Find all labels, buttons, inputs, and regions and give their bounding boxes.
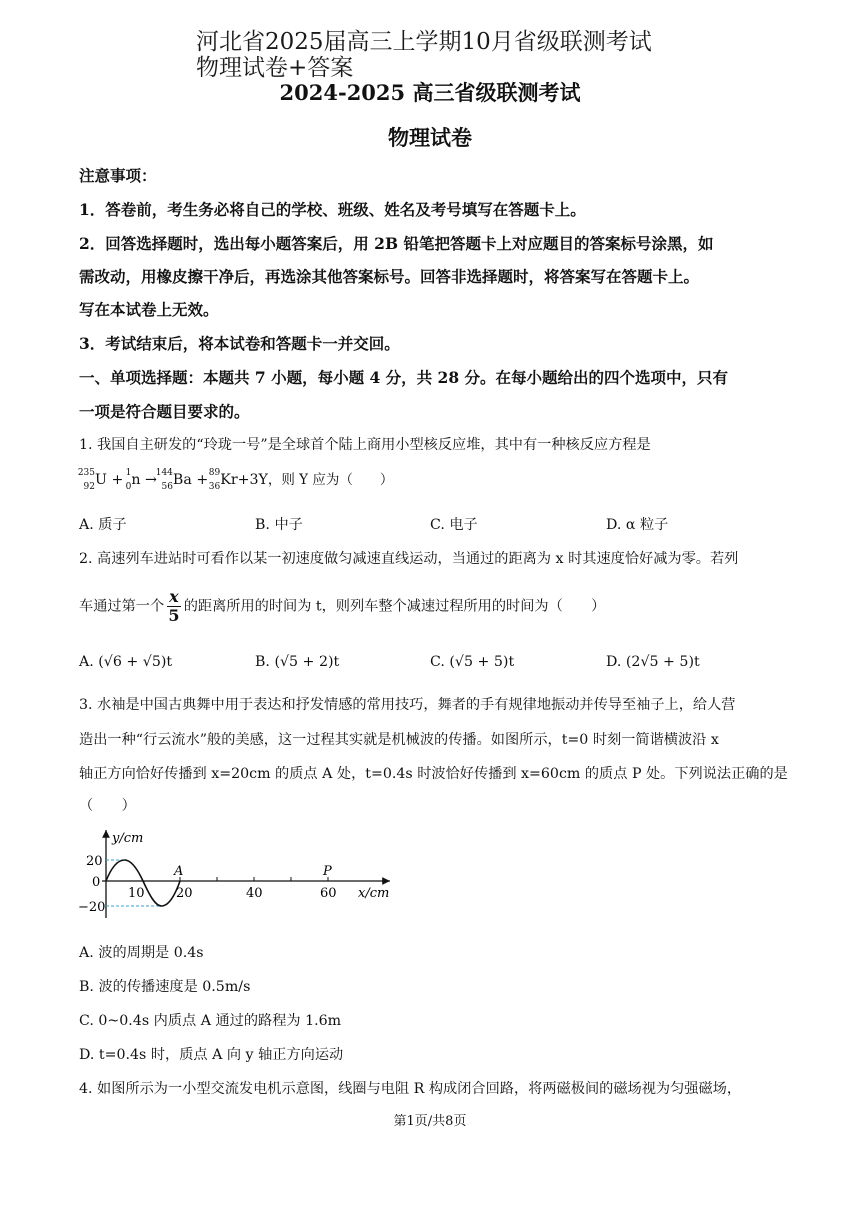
point-p-label: P <box>323 864 332 879</box>
x-tick-60: 60 <box>320 886 337 901</box>
q2-option-d: D. (2√5 + 5)t <box>606 654 700 670</box>
q3-stem: 轴正方向恰好传播到 x=20cm 的质点 A 处，t=0.4s 时波恰好传播到 x=60cm 的质点 P 处。下列说法正确的是 <box>79 766 788 782</box>
x-tick-20: 20 <box>176 886 193 901</box>
q2-option-a: A. (√6 + √5)t <box>79 654 173 670</box>
q1-equation: 235 92 U + 1 0 n → 144 56 Ba + 89 36 Kr+3Y，则 Y 应为（ ） <box>77 468 394 492</box>
q3-stem: （ ） <box>79 798 136 814</box>
y-tick-20: 20 <box>86 854 103 869</box>
q3-stem: 3. 水袖是中国古典舞中用于表达和抒发情感的常用技巧，舞者的手有规律地振动并传导至袖子上，给人营 <box>79 697 736 713</box>
x-axis-label: x/cm <box>358 886 390 901</box>
q3-option-a: A. 波的周期是 0.4s <box>79 945 204 961</box>
x-tick-40: 40 <box>246 886 263 901</box>
notice-item: 1．答卷前，考生务必将自己的学校、班级、姓名及考号填写在答题卡上。 <box>79 200 586 219</box>
y-axis-label: y/cm <box>112 831 144 846</box>
x-tick-10: 10 <box>128 886 145 901</box>
q3-wave-figure <box>70 822 410 922</box>
doc-header-line2: 物理试卷+答案 <box>196 55 354 81</box>
doc-header-line1: 河北省2025届高三上学期10月省级联测考试 <box>196 29 652 55</box>
q2-option-c: C. (√5 + 5)t <box>430 654 515 670</box>
notice-heading: 注意事项： <box>79 166 157 185</box>
q2-fraction: $\frac{x}{5}$ <box>168 587 180 625</box>
q1-option-a: A. 质子 <box>79 517 127 533</box>
y-tick-0: 0 <box>92 875 101 890</box>
exam-title: 2024-2025 高三省级联测考试 <box>279 80 581 105</box>
section-heading-cont: 一项是符合题目要求的。 <box>79 402 250 421</box>
exam-subtitle: 物理试卷 <box>388 125 472 150</box>
notice-item: 2．回答选择题时，选出每小题答案后，用 2B 铅笔把答题卡上对应题目的答案标号涂黑，如 <box>79 234 714 253</box>
q4-stem: 4. 如图所示为一小型交流发电机示意图，线圈与电阻 R 构成闭合回路，将两磁极间的磁场视为匀强磁场， <box>79 1081 742 1097</box>
q2-stem-line2: 车通过第一个 $\frac{x}{5}$ 的距离所用的时间为 t，则列车整个减速过程所用的时间为（ ） <box>79 587 606 625</box>
section-heading: 一、单项选择题：本题共 7 小题，每小题 4 分，共 28 分。在每小题给出的四个选项中，只有 <box>79 368 729 387</box>
q3-option-c: C. 0~0.4s 内质点 A 通过的路程为 1.6m <box>79 1013 342 1029</box>
q3-stem: 造出一种“行云流水”般的美感，这一过程其实就是机械波的传播。如图所示，t=0 时刻一简谐横波沿 x <box>79 732 719 748</box>
q2-stem: 2. 高速列车进站时可看作以某一初速度做匀减速直线运动，当通过的距离为 x 时其速度恰好减为零。若列 <box>79 551 739 567</box>
q3-option-d: D. t=0.4s 时，质点 A 向 y 轴正方向运动 <box>79 1047 344 1063</box>
q1-option-c: C. 电子 <box>430 517 478 533</box>
q2-option-b: B. (√5 + 2)t <box>255 654 340 670</box>
y-tick-neg20: −20 <box>78 900 106 915</box>
notice-item: 3．考试结束后，将本试卷和答题卡一并交回。 <box>79 334 400 353</box>
q1-stem: 1. 我国自主研发的“玲珑一号”是全球首个陆上商用小型核反应堆，其中有一种核反应方程是 <box>79 437 651 453</box>
q1-option-d: D. α 粒子 <box>606 517 669 533</box>
point-a-label: A <box>174 864 184 879</box>
q3-option-b: B. 波的传播速度是 0.5m/s <box>79 979 251 995</box>
notice-item: 写在本试卷上无效。 <box>79 300 219 319</box>
page-number: 第1页/共8页 <box>393 1114 467 1129</box>
q1-option-b: B. 中子 <box>255 517 303 533</box>
notice-item: 需改动，用橡皮擦干净后，再选涂其他答案标号。回答非选择题时，将答案写在答题卡上。 <box>79 267 700 286</box>
